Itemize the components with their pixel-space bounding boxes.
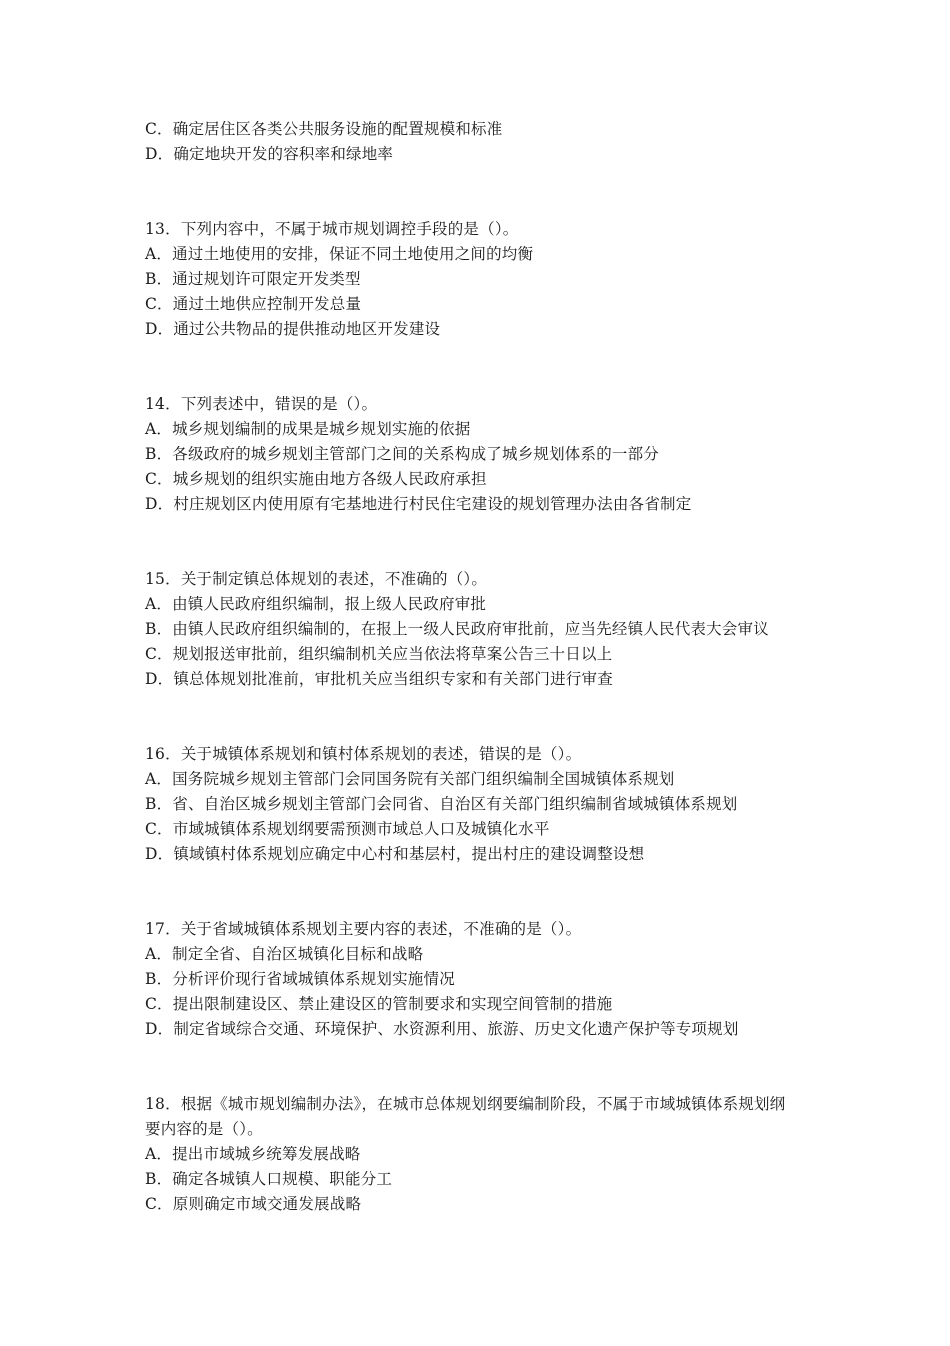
option-d: D．镇总体规划批准前，审批机关应当组织专家和有关部门进行审查 bbox=[145, 670, 613, 688]
option-c: C．市域城镇体系规划纲要需预测市域总人口及城镇化水平 bbox=[145, 820, 550, 838]
question-13 bbox=[145, 217, 825, 342]
option-d: D．村庄规划区内使用原有宅基地进行村民住宅建设的规划管理办法由各省制定 bbox=[145, 495, 692, 513]
question-stem: 13．下列内容中，不属于城市规划调控手段的是（）。 bbox=[145, 220, 519, 238]
option-a: A．提出市域城乡统筹发展战略 bbox=[145, 1145, 361, 1163]
question-15 bbox=[145, 567, 825, 692]
question-stem: 17．关于省域城镇体系规划主要内容的表述，不准确的是（）。 bbox=[145, 920, 582, 938]
option-b: B．省、自治区城乡规划主管部门会同省、自治区有关部门组织编制省域城镇体系规划 bbox=[145, 795, 738, 813]
option-a: A．城乡规划编制的成果是城乡规划实施的依据 bbox=[145, 420, 471, 438]
option-c: C．规划报送审批前，组织编制机关应当依法将草案公告三十日以上 bbox=[145, 645, 613, 663]
question-16 bbox=[145, 742, 825, 867]
option-b: B．确定各城镇人口规模、职能分工 bbox=[145, 1170, 393, 1188]
option-d: D．确定地块开发的容积率和绿地率 bbox=[145, 145, 394, 163]
option-a: A．国务院城乡规划主管部门会同国务院有关部门组织编制全国城镇体系规划 bbox=[145, 770, 675, 788]
prev-question-options bbox=[145, 117, 825, 167]
option-d: D．通过公共物品的提供推动地区开发建设 bbox=[145, 320, 441, 338]
option-a: A．通过土地使用的安排，保证不同土地使用之间的均衡 bbox=[145, 245, 534, 263]
question-14 bbox=[145, 392, 825, 517]
question-stem: 15．关于制定镇总体规划的表述，不准确的（）。 bbox=[145, 570, 488, 588]
question-17 bbox=[145, 917, 825, 1042]
option-b: B．各级政府的城乡规划主管部门之间的关系构成了城乡规划体系的一部分 bbox=[145, 445, 659, 463]
option-c: C．提出限制建设区、禁止建设区的管制要求和实现空间管制的措施 bbox=[145, 995, 613, 1013]
option-c: C．城乡规划的组织实施由地方各级人民政府承担 bbox=[145, 470, 487, 488]
option-d: D．镇域镇村体系规划应确定中心村和基层村，提出村庄的建设调整设想 bbox=[145, 845, 645, 863]
option-c: C．确定居住区各类公共服务设施的配置规模和标准 bbox=[145, 120, 503, 138]
option-a: A．制定全省、自治区城镇化目标和战略 bbox=[145, 945, 424, 963]
option-c: C．通过土地供应控制开发总量 bbox=[145, 295, 362, 313]
option-a: A．由镇人民政府组织编制，报上级人民政府审批 bbox=[145, 595, 487, 613]
question-stem: 16．关于城镇体系规划和镇村体系规划的表述，错误的是（）。 bbox=[145, 745, 582, 763]
question-stem-line-2: 要内容的是（）。 bbox=[145, 1120, 263, 1138]
option-b: B．由镇人民政府组织编制的，在报上一级人民政府审批前，应当先经镇人民代表大会审议 bbox=[145, 620, 769, 638]
option-d: D．制定省域综合交通、环境保护、水资源利用、旅游、历史文化遗产保护等专项规划 bbox=[145, 1020, 739, 1038]
option-b: B．分析评价现行省域城镇体系规划实施情况 bbox=[145, 970, 455, 988]
option-b: B．通过规划许可限定开发类型 bbox=[145, 270, 361, 288]
question-stem: 14．下列表述中，错误的是（）。 bbox=[145, 395, 378, 413]
question-18 bbox=[145, 1092, 825, 1217]
question-stem-line-1: 18．根据《城市规划编制办法》，在城市总体规划纲要编制阶段，不属于市域城镇体系规划纲 bbox=[145, 1095, 786, 1113]
option-c: C．原则确定市域交通发展战略 bbox=[145, 1195, 362, 1213]
